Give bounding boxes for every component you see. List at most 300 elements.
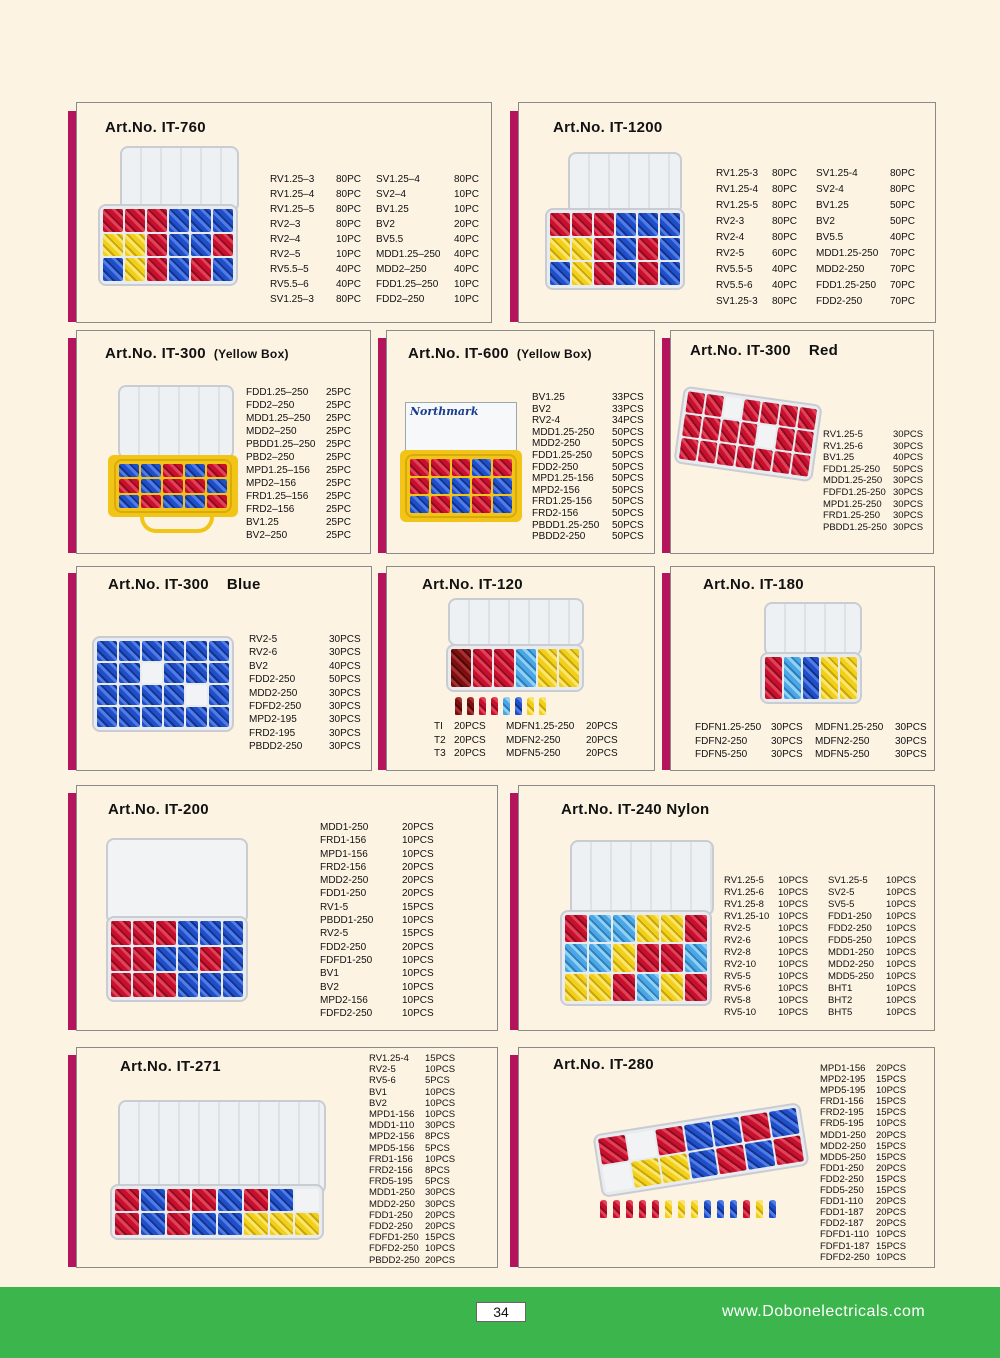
part-number: SV1.25–3 <box>270 294 314 305</box>
quantity: 30PCS <box>329 714 361 726</box>
quantity: 5PCS <box>425 1142 450 1154</box>
part-number: MPD2-195 <box>820 1074 866 1086</box>
part-number: FDD2-187 <box>820 1218 864 1230</box>
quantity: 15PCS <box>425 1232 456 1244</box>
part-number: FDD2-250 <box>532 461 579 473</box>
quantity: 10PCS <box>778 959 809 970</box>
card-title: Art.No. IT-271 <box>120 1058 221 1075</box>
part-number: MPD1.25-156 <box>532 473 594 485</box>
quantity: 30PCS <box>329 687 361 699</box>
part-number: RV1.25-6 <box>823 440 863 452</box>
part-number: MDD2-250 <box>820 1140 866 1152</box>
part-number: FRD2-195 <box>249 727 296 739</box>
quantity: 10PCS <box>425 1097 456 1109</box>
part-number: MPD1-156 <box>320 848 368 860</box>
quantity: 30PCS <box>425 1198 456 1210</box>
part-number: RV1-5 <box>320 901 349 913</box>
spec-table <box>823 429 927 533</box>
quantity: 20PC <box>454 219 480 230</box>
part-number: FDD5-250 <box>820 1185 864 1197</box>
quantity: 50PCS <box>612 507 644 519</box>
quantity: 40PC <box>772 280 798 291</box>
part-number: RV2-5 <box>724 923 751 934</box>
accent-bar <box>510 111 518 322</box>
part-number: PBDD1.25-250 <box>823 521 887 533</box>
quantity: 10PCS <box>886 875 917 886</box>
quantity: 10PCS <box>402 981 434 993</box>
part-number: RV1.25-4 <box>716 184 759 195</box>
part-number: MPD1-156 <box>369 1109 415 1121</box>
quantity: 10PCS <box>886 887 917 898</box>
part-number: RV2-6 <box>249 647 278 659</box>
part-number: RV1.25-8 <box>724 899 764 910</box>
product-photo <box>760 652 862 704</box>
quantity: 25PC <box>326 465 352 476</box>
quantity: 20PCS <box>402 888 434 900</box>
quantity: 10PC <box>336 234 362 245</box>
part-number: RV1.25–4 <box>270 189 315 200</box>
part-number: RV1.25-4 <box>369 1053 409 1064</box>
part-number: RV2-3 <box>716 216 745 227</box>
quantity: 10PCS <box>886 959 917 970</box>
accent-bar <box>68 338 76 553</box>
part-number: BV2 <box>532 403 551 415</box>
part-number: FDD2-250 <box>828 923 872 934</box>
quantity: 30PCS <box>893 486 924 498</box>
quantity: 10PCS <box>886 995 917 1006</box>
part-number: FDFD1-250 <box>369 1232 419 1244</box>
part-number: RV5-6 <box>369 1075 396 1087</box>
quantity: 10PCS <box>778 875 809 886</box>
part-number: MDFN5-250 <box>506 748 561 759</box>
spec-table <box>716 168 920 308</box>
part-number: FDD2-250 <box>820 1173 864 1185</box>
part-number: RV5.5–6 <box>270 279 309 290</box>
part-number: FDD1.25-250 <box>816 280 877 291</box>
quantity: 15PCS <box>876 1096 907 1108</box>
part-number: BV1.25 <box>246 517 279 528</box>
part-number: T2 <box>434 734 446 746</box>
part-number: RV1.25–5 <box>270 204 315 215</box>
part-number: MDFN5-250 <box>815 749 870 760</box>
case-lid-image <box>118 385 234 459</box>
quantity: 10PCS <box>425 1243 456 1255</box>
part-number: FRD1.25-250 <box>823 510 881 522</box>
part-number: BV2 <box>816 216 835 227</box>
part-number: MPD2-156 <box>532 484 580 496</box>
quantity: 80PC <box>772 184 798 195</box>
part-number: SV1.25-4 <box>816 168 858 179</box>
spec-table <box>532 392 648 543</box>
quantity: 10PCS <box>425 1153 456 1165</box>
card-title: Art.No. IT-240 Nylon <box>561 801 710 818</box>
part-number: RV1.25–3 <box>270 174 315 185</box>
website-link[interactable]: www.Dobonelectricals.com <box>722 1303 926 1320</box>
quantity: 60PC <box>772 248 798 259</box>
part-number: PBD2–250 <box>246 452 295 463</box>
quantity: 50PC <box>890 216 916 227</box>
part-number: RV2–5 <box>270 249 301 260</box>
quantity: 50PCS <box>612 484 644 496</box>
quantity: 40PCS <box>893 452 924 464</box>
quantity: 25PC <box>326 400 352 411</box>
part-number: MDD5-250 <box>828 971 874 982</box>
quantity: 70PC <box>890 248 916 259</box>
card-title: Art.No. IT-1200 <box>553 119 663 136</box>
part-number: FDD1-250 <box>828 911 872 922</box>
part-number: PBDD1-250 <box>320 915 374 927</box>
part-number: MDFN1.25-250 <box>506 721 575 732</box>
quantity: 20PCS <box>586 734 618 746</box>
quantity: 30PCS <box>893 510 924 522</box>
spec-table <box>724 875 916 1019</box>
part-number: SV1.25–4 <box>376 174 420 185</box>
quantity: 10PCS <box>425 1086 456 1098</box>
part-number: RV2-5 <box>716 248 745 259</box>
part-number: SV2-4 <box>816 184 844 195</box>
quantity: 40PC <box>772 264 798 275</box>
quantity: 30PCS <box>893 475 924 487</box>
quantity: 15PCS <box>876 1240 907 1252</box>
quantity: 30PCS <box>329 647 361 659</box>
product-photo <box>98 204 238 286</box>
part-number: MDD2-250 <box>828 959 874 970</box>
card-title: Art.No. IT-200 <box>108 801 209 818</box>
part-number: FDD1.25–250 <box>376 279 439 290</box>
part-number: FDD5-250 <box>828 935 872 946</box>
part-number: RV2–4 <box>270 234 301 245</box>
part-number: FDFD2-250 <box>820 1251 870 1263</box>
card-title: Art.No. IT-760 <box>105 119 206 136</box>
quantity: 10PCS <box>778 923 809 934</box>
part-number: RV2-6 <box>724 935 751 946</box>
part-number: FDFD2-250 <box>320 1008 373 1020</box>
part-number: MDD2-250 <box>369 1198 415 1210</box>
part-number: FDD1-250 <box>369 1209 413 1221</box>
part-number: MDD1.25-250 <box>823 475 883 487</box>
part-number: RV1.25-3 <box>716 168 759 179</box>
part-number: MPD2-156 <box>320 994 368 1006</box>
part-number: MDD1.25-250 <box>532 426 595 438</box>
part-number: MPD1-156 <box>820 1063 866 1074</box>
case-lid-image <box>448 598 584 646</box>
product-photo <box>545 208 685 290</box>
quantity: 30PCS <box>771 749 803 760</box>
case-lid-image <box>568 152 682 214</box>
part-number: FRD1-156 <box>369 1153 413 1165</box>
quantity: 10PCS <box>876 1085 907 1097</box>
quantity: 20PCS <box>876 1218 907 1230</box>
part-number: RV5.5–5 <box>270 264 309 275</box>
part-number: MDFN2-250 <box>815 735 870 747</box>
quantity: 30PCS <box>329 700 361 712</box>
quantity: 80PC <box>772 216 798 227</box>
spec-table <box>249 634 363 753</box>
part-number: FRD5-195 <box>369 1176 413 1188</box>
part-number: FRD1.25-156 <box>532 496 593 508</box>
quantity: 30PCS <box>895 735 927 747</box>
quantity: 80PC <box>336 204 362 215</box>
quantity: 40PC <box>336 279 362 290</box>
quantity: 80PC <box>454 174 480 185</box>
quantity: 30PCS <box>893 498 924 510</box>
quantity: 10PCS <box>876 1229 907 1241</box>
quantity: 50PCS <box>612 426 644 438</box>
part-number: FDD1-250 <box>820 1162 864 1174</box>
quantity: 70PC <box>890 280 916 291</box>
part-number: FRD1-156 <box>320 835 367 847</box>
part-number: FDD2-250 <box>369 1221 413 1233</box>
quantity: 10PCS <box>876 1251 907 1263</box>
quantity: 10PCS <box>425 1109 456 1121</box>
quantity: 8PCS <box>425 1131 450 1143</box>
card-title: Art.No. IT-600 (Yellow Box) <box>408 345 592 362</box>
quantity: 20PCS <box>876 1063 907 1074</box>
quantity: 20PCS <box>454 748 486 759</box>
quantity: 80PC <box>336 294 362 305</box>
terminal-samples <box>600 1200 776 1218</box>
quantity: 50PCS <box>612 531 644 543</box>
part-number: SV1.25-3 <box>716 296 758 307</box>
quantity: 33PCS <box>612 403 644 415</box>
quantity: 25PC <box>326 452 352 463</box>
quantity: 20PCS <box>402 822 434 833</box>
quantity: 50PCS <box>329 674 361 686</box>
quantity: 50PCS <box>612 438 644 450</box>
terminal-samples <box>455 697 546 715</box>
part-number: BV1 <box>320 968 339 980</box>
part-number: BV2 <box>369 1097 387 1109</box>
spec-table <box>369 1053 461 1266</box>
brand-insert <box>405 402 517 456</box>
quantity: 10PC <box>454 189 480 200</box>
part-number: MDD2–250 <box>246 426 297 437</box>
part-number: BV5.5 <box>376 234 404 245</box>
quantity: 25PC <box>326 387 352 398</box>
quantity: 10PCS <box>778 947 809 958</box>
part-number: FDFD1.25-250 <box>823 486 886 498</box>
quantity: 10PCS <box>402 848 434 860</box>
part-number: PBDD2-250 <box>532 531 586 543</box>
quantity: 40PC <box>890 232 916 243</box>
brand-logo: Northmark <box>410 405 479 418</box>
case-lid-image <box>120 146 239 212</box>
part-number: BV1 <box>369 1086 387 1098</box>
case-lid-image <box>118 1100 326 1194</box>
card-title: Art.No. IT-180 <box>703 576 804 593</box>
part-number: RV1.25-10 <box>724 911 770 922</box>
part-number: RV5-5 <box>724 971 751 982</box>
quantity: 40PCS <box>329 660 361 672</box>
part-number: FDFD2-250 <box>369 1243 419 1255</box>
quantity: 15PCS <box>402 901 434 913</box>
part-number: MDD1-250 <box>828 947 874 958</box>
part-number: RV2–3 <box>270 219 301 230</box>
accent-bar <box>68 111 76 322</box>
quantity: 80PC <box>336 189 362 200</box>
part-number: FDFN1.25-250 <box>695 722 762 733</box>
part-number: SV2-5 <box>828 887 855 898</box>
quantity: 10PCS <box>778 911 809 922</box>
part-number: FRD2-156 <box>320 861 367 873</box>
part-number: MDD5-250 <box>820 1151 866 1163</box>
quantity: 10PCS <box>876 1118 907 1130</box>
part-number: RV1.25-5 <box>823 429 863 440</box>
part-number: FRD5-195 <box>820 1118 864 1130</box>
footer-bar <box>0 1287 1000 1358</box>
case-lid-image <box>764 602 862 656</box>
part-number: BV1.25 <box>376 204 409 215</box>
quantity: 70PC <box>890 296 916 307</box>
part-number: FRD1.25–156 <box>246 491 309 502</box>
quantity: 15PCS <box>876 1140 907 1152</box>
product-compartments <box>114 459 232 513</box>
quantity: 20PCS <box>425 1221 456 1233</box>
accent-bar <box>68 573 76 770</box>
quantity: 50PCS <box>612 461 644 473</box>
quantity: 10PCS <box>778 995 809 1006</box>
quantity: 30PCS <box>771 722 803 733</box>
part-number: MDD1.25–250 <box>246 413 311 424</box>
quantity: 20PCS <box>876 1162 907 1174</box>
quantity: 5PCS <box>425 1075 450 1087</box>
quantity: 15PCS <box>876 1173 907 1185</box>
product-photo <box>106 916 248 1002</box>
quantity: 80PC <box>336 219 362 230</box>
part-number: MDD1-250 <box>820 1129 866 1141</box>
accent-bar <box>378 573 386 770</box>
part-number: FDD1.25-250 <box>532 449 593 461</box>
accent-bar <box>510 1055 518 1267</box>
accent-bar <box>662 338 670 553</box>
quantity: 10PCS <box>778 1007 809 1018</box>
part-number: FDD1.25-250 <box>823 463 881 475</box>
accent-bar <box>510 793 518 1030</box>
quantity: 30PCS <box>329 727 361 739</box>
quantity: 80PC <box>772 232 798 243</box>
quantity: 5PCS <box>425 1176 450 1188</box>
part-number: BHT1 <box>828 983 853 994</box>
part-number: MPD5-195 <box>820 1085 866 1097</box>
part-number: MDD1-250 <box>320 822 369 833</box>
part-number: RV2-5 <box>249 634 278 645</box>
part-number: FRD2-156 <box>369 1165 413 1177</box>
part-number: RV5.5-6 <box>716 280 753 291</box>
quantity: 34PCS <box>612 415 644 427</box>
product-compartments <box>405 454 517 518</box>
part-number: RV5-6 <box>724 983 751 994</box>
part-number: BV1.25 <box>823 452 855 464</box>
case-lid-image <box>570 840 714 916</box>
accent-bar <box>378 338 386 553</box>
quantity: 10PCS <box>402 1008 434 1020</box>
part-number: BV1.25 <box>816 200 849 211</box>
quantity: 10PCS <box>886 971 917 982</box>
part-number: FDFD1-110 <box>820 1229 869 1241</box>
quantity: 10PCS <box>778 983 809 994</box>
part-number: FDD2-250 <box>320 941 367 953</box>
quantity: 20PCS <box>425 1254 456 1266</box>
part-number: PBDD1.25–250 <box>246 439 316 450</box>
part-number: RV2-4 <box>532 415 561 427</box>
quantity: 25PC <box>326 478 352 489</box>
part-number: MDD2-250 <box>816 264 865 275</box>
part-number: T3 <box>434 748 446 759</box>
card-title: Art.No. IT-120 <box>422 576 523 593</box>
part-number: MDD1.25-250 <box>816 248 879 259</box>
quantity: 30PCS <box>895 722 927 733</box>
quantity: 15PCS <box>876 1151 907 1163</box>
quantity: 25PC <box>326 504 352 515</box>
quantity: 10PCS <box>402 968 434 980</box>
part-number: RV2-5 <box>320 928 349 940</box>
part-number: BV2–250 <box>246 530 288 541</box>
quantity: 15PCS <box>876 1074 907 1086</box>
quantity: 10PCS <box>886 899 917 910</box>
part-number: PBDD1.25-250 <box>532 519 600 531</box>
quantity: 25PC <box>326 439 352 450</box>
quantity: 10PCS <box>778 887 809 898</box>
product-photo <box>560 910 712 1006</box>
quantity: 10PC <box>454 294 480 305</box>
part-number: RV2-4 <box>716 232 745 243</box>
quantity: 20PCS <box>876 1196 907 1208</box>
part-number: MPD5-156 <box>369 1142 415 1154</box>
card-title: Art.No. IT-280 <box>553 1056 654 1073</box>
part-number: SV2–4 <box>376 189 407 200</box>
quantity: 80PC <box>772 200 798 211</box>
part-number: MDD2-250 <box>249 687 298 699</box>
quantity: 10PCS <box>425 1064 456 1076</box>
quantity: 25PC <box>326 530 352 541</box>
quantity: 10PCS <box>402 915 434 927</box>
product-photo <box>110 1184 324 1240</box>
quantity: 10PCS <box>402 994 434 1006</box>
part-number: MDFN1.25-250 <box>815 722 884 733</box>
quantity: 50PCS <box>612 496 644 508</box>
quantity: 10PCS <box>886 911 917 922</box>
quantity: 15PCS <box>402 928 434 940</box>
quantity: 10PCS <box>886 935 917 946</box>
part-number: FDFD1-187 <box>820 1240 870 1252</box>
accent-bar <box>68 1055 76 1267</box>
quantity: 10PCS <box>778 971 809 982</box>
quantity: 25PC <box>326 517 352 528</box>
quantity: 30PCS <box>771 735 803 747</box>
quantity: 40PC <box>336 264 362 275</box>
case-lid-image <box>106 838 248 924</box>
quantity: 15PCS <box>876 1107 907 1119</box>
quantity: 10PC <box>454 204 480 215</box>
quantity: 30PCS <box>895 749 927 760</box>
part-number: RV5-8 <box>724 995 751 1006</box>
part-number: FDD2–250 <box>376 294 425 305</box>
part-number: FDFN5-250 <box>695 749 748 760</box>
product-photo <box>92 636 234 732</box>
quantity: 20PCS <box>876 1207 907 1219</box>
part-number: FRD2-195 <box>820 1107 864 1119</box>
quantity: 50PCS <box>612 473 644 485</box>
part-number: BV2 <box>320 981 339 993</box>
part-number: BHT5 <box>828 1007 853 1018</box>
spec-table <box>434 721 626 760</box>
part-number: MDD1.25–250 <box>376 249 441 260</box>
part-number: RV5.5-5 <box>716 264 753 275</box>
quantity: 30PCS <box>425 1187 456 1199</box>
part-number: RV2-8 <box>724 947 751 958</box>
part-number: MDD2-250 <box>320 875 369 887</box>
quantity: 10PCS <box>886 947 917 958</box>
